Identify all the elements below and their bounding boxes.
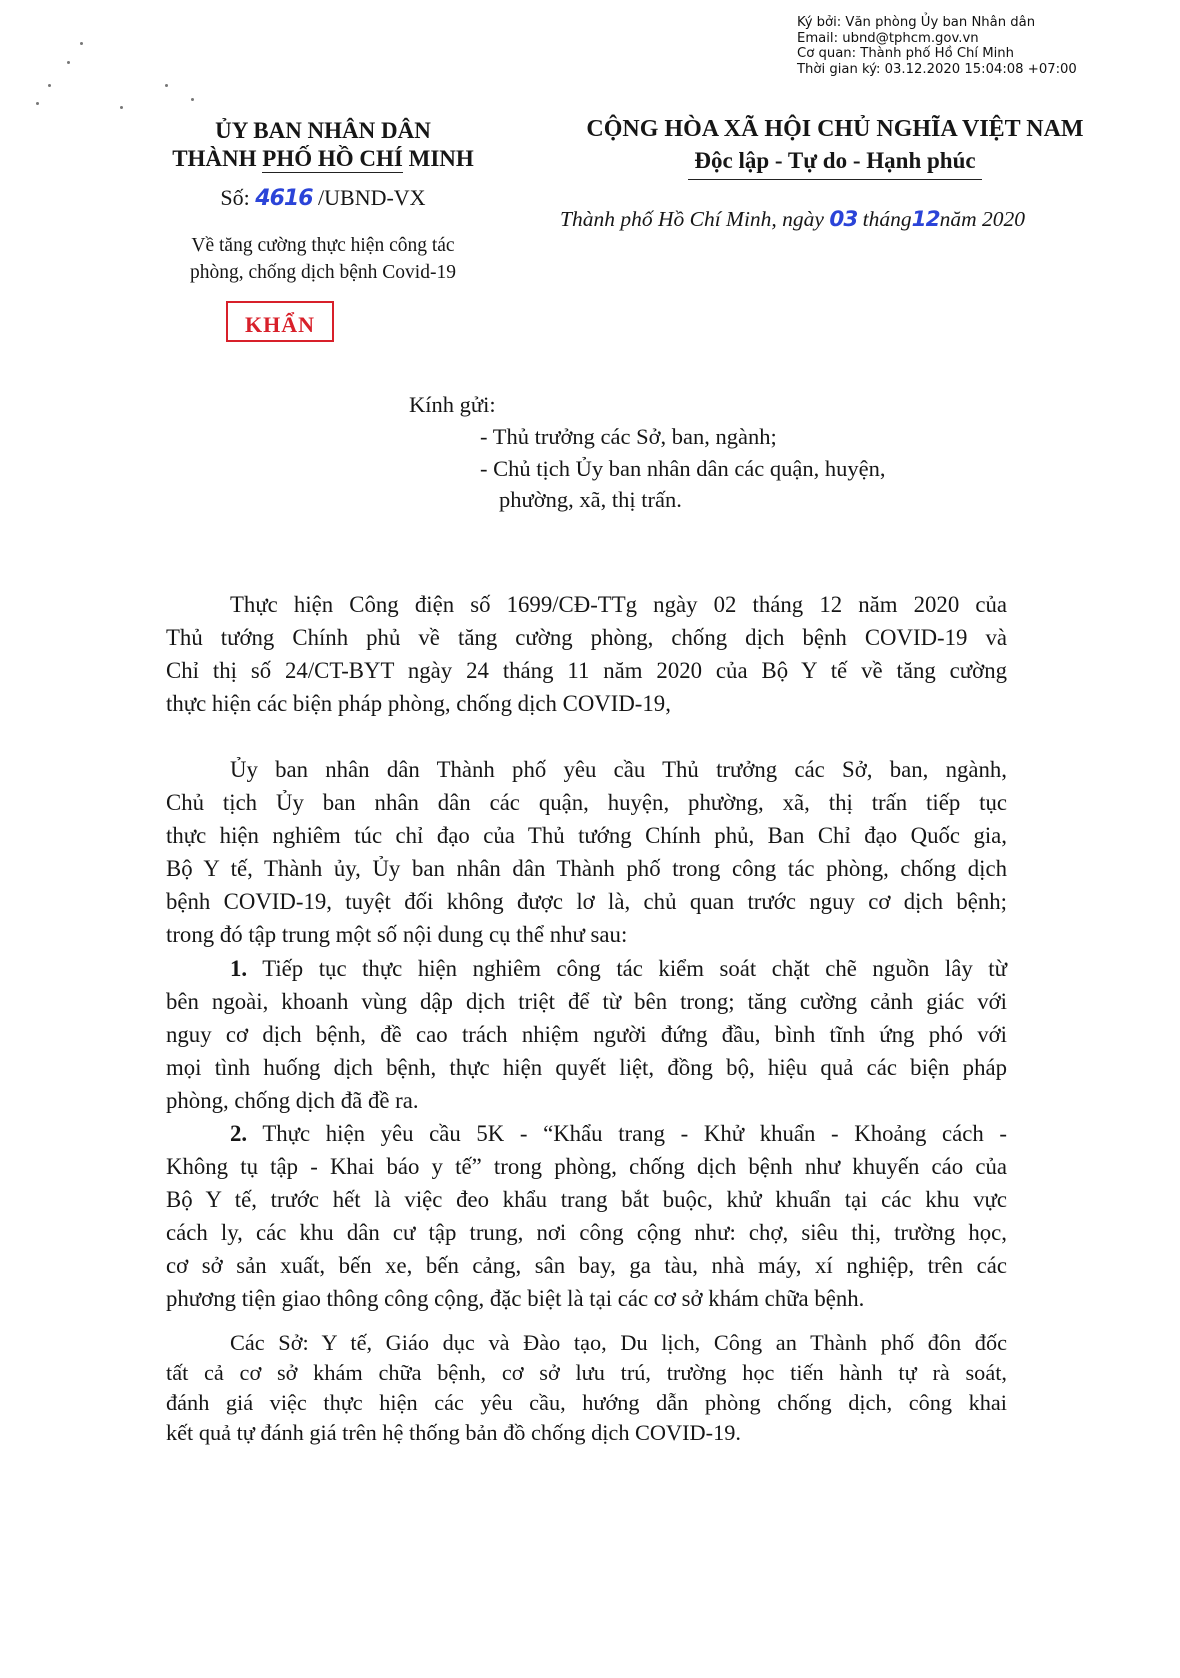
- scan-speck: [120, 106, 123, 109]
- recipient-item: - Chủ tịch Ủy ban nhân dân các quận, huyện,: [480, 456, 886, 481]
- national-title: CỘNG HÒA XÃ HỘI CHỦ NGHĨA VIỆT NAM: [586, 116, 1084, 142]
- body-line: trong đó tập trung một số nội dung cụ thể như sau:: [166, 922, 628, 947]
- body-line: [166, 1117, 1007, 1150]
- body-line: Các Sở: Y tế, Giáo dục và Đào tạo, Du lịch, Công an Thành phố đôn đốc: [230, 1330, 1007, 1355]
- body-line: mọi tình huống dịch bệnh, thực hiện quyết liệt, đồng bộ, hiệu quả các biện pháp: [166, 1055, 1007, 1080]
- body-line: nguy cơ dịch bệnh, đề cao trách nhiệm người đứng đầu, bình tĩnh ứng phó với: [166, 1022, 1007, 1047]
- body-line: kết quả tự đánh giá trên hệ thống bản đồ chống dịch COVID-19.: [166, 1420, 741, 1445]
- doc-number-label: Số:: [220, 185, 256, 210]
- date-line: [560, 205, 1025, 234]
- body-line: Chỉ thị số 24/CT-BYT ngày 24 tháng 11 năm 2020 của Bộ Y tế về tăng cường: [166, 658, 1007, 683]
- body-line: Không tụ tập - Khai báo y tế” trong phòng, chống dịch bệnh như khuyến cáo của: [166, 1154, 1007, 1179]
- body-line: phòng, chống dịch đã đề ra.: [166, 1088, 419, 1113]
- item-number: 1.: [230, 956, 248, 981]
- body-line: bên ngoài, khoanh vùng dập dịch triệt để từ bên trong; tăng cường cảnh giác với: [166, 989, 1007, 1014]
- scan-speck: [48, 84, 51, 87]
- scan-speck: [165, 84, 168, 87]
- city-underlined: PHỐ HỒ CHÍ: [262, 146, 403, 171]
- body-line: cách ly, các khu dân cư tập trung, nơi công cộng như: chợ, siêu thị, trường học,: [166, 1220, 1007, 1245]
- body-line: cơ sở sản xuất, bến xe, bến cảng, sân bay, ga tàu, nhà máy, xí nghiệp, trên các: [166, 1253, 1007, 1278]
- recipient-item: phường, xã, thị trấn.: [499, 487, 682, 512]
- paragraph-departments: [166, 1328, 1007, 1448]
- national-motto: [540, 146, 1130, 180]
- paragraph-request: [166, 753, 1007, 951]
- item-2: [166, 1117, 1007, 1315]
- scan-speck: [191, 98, 194, 101]
- document-number: [118, 184, 528, 213]
- body-line: thực hiện các biện pháp phòng, chống dịch COVID-19,: [166, 691, 671, 716]
- city-prefix: THÀNH: [172, 146, 263, 171]
- body-line: [166, 952, 1007, 985]
- date-year: năm 2020: [939, 207, 1025, 231]
- handwritten-month: 12: [911, 207, 940, 232]
- motto-text: Độc lập - Tự do - Hạnh phúc: [688, 146, 981, 180]
- issuing-city: [118, 145, 528, 173]
- handwritten-doc-number: 4616: [255, 186, 313, 211]
- item-1: [166, 952, 1007, 1117]
- urgent-stamp: KHẨN: [226, 301, 334, 342]
- body-line: Bộ Y tế, Thành ủy, Ủy ban nhân dân Thành phố trong công tác phòng, chống dịch: [166, 856, 1007, 881]
- item-number: 2.: [230, 1121, 248, 1146]
- body-line: phương tiện giao thông công cộng, đặc biệt là tại các cơ sở khám chữa bệnh.: [166, 1286, 865, 1311]
- body-line: đánh giá việc thực hiện các yêu cầu, hướng dẫn phòng chống dịch, công khai: [166, 1390, 1007, 1415]
- body-line: thực hiện nghiêm túc chỉ đạo của Thủ tướng Chính phủ, Ban Chỉ đạo Quốc gia,: [166, 823, 1007, 848]
- city-suffix: MINH: [402, 146, 474, 171]
- recipient-item: - Thủ trưởng các Sở, ban, ngành;: [480, 424, 777, 449]
- signature-signed-by: Ký bởi: Văn phòng Ủy ban Nhân dân: [797, 15, 1036, 30]
- salutation: Kính gửi:: [409, 392, 496, 417]
- signature-agency: Cơ quan: Thành phố Hồ Chí Minh: [797, 46, 1015, 61]
- date-prefix: Thành phố Hồ Chí Minh, ngày: [560, 207, 830, 231]
- handwritten-day: 03: [829, 207, 858, 232]
- document-subject: [118, 232, 528, 286]
- body-line: bệnh COVID-19, tuyệt đối không được lơ là, chủ quan trước nguy cơ dịch bệnh;: [166, 889, 1007, 914]
- signature-email: Email: ubnd@tphcm.gov.vn: [797, 30, 979, 46]
- signature-time: Thời gian ký: 03.12.2020 15:04:08 +07:00: [797, 61, 1077, 77]
- paragraph-intro: [166, 588, 1007, 720]
- body-line: Thực hiện Công điện số 1699/CĐ-TTg ngày 02 tháng 12 năm 2020 của: [230, 592, 1007, 617]
- body-line: Chủ tịch Ủy ban nhân dân các quận, huyện, phường, xã, thị trấn tiếp tục: [166, 790, 1007, 815]
- subject-line: Về tăng cường thực hiện công tác: [191, 235, 455, 256]
- date-month-label: tháng: [857, 207, 912, 231]
- scan-speck: [80, 42, 83, 45]
- item-text: Thực hiện yêu cầu 5K - “Khẩu trang - Khử khuẩn - Khoảng cách -: [247, 1121, 1007, 1146]
- body-line: Bộ Y tế, trước hết là việc đeo khẩu trang bắt buộc, khử khuẩn tại các khu vực: [166, 1187, 1007, 1212]
- scan-speck: [36, 102, 39, 105]
- doc-number-suffix: /UBND-VX: [312, 185, 426, 210]
- digital-signature-block: [797, 15, 1077, 77]
- item-text: Tiếp tục thực hiện nghiêm công tác kiểm soát chặt chẽ nguồn lây từ: [247, 956, 1007, 981]
- issuing-organization: ỦY BAN NHÂN DÂN: [215, 118, 431, 143]
- body-line: tất cả cơ sở khám chữa bệnh, cơ sở lưu trú, trường học tiến hành tự rà soát,: [166, 1360, 1007, 1385]
- body-line: Ủy ban nhân dân Thành phố yêu cầu Thủ trưởng các Sở, ban, ngành,: [230, 757, 1007, 782]
- subject-line: phòng, chống dịch bệnh Covid-19: [190, 262, 456, 283]
- body-line: Thủ tướng Chính phủ về tăng cường phòng, chống dịch bệnh COVID-19 và: [166, 625, 1007, 650]
- scan-speck: [67, 61, 70, 64]
